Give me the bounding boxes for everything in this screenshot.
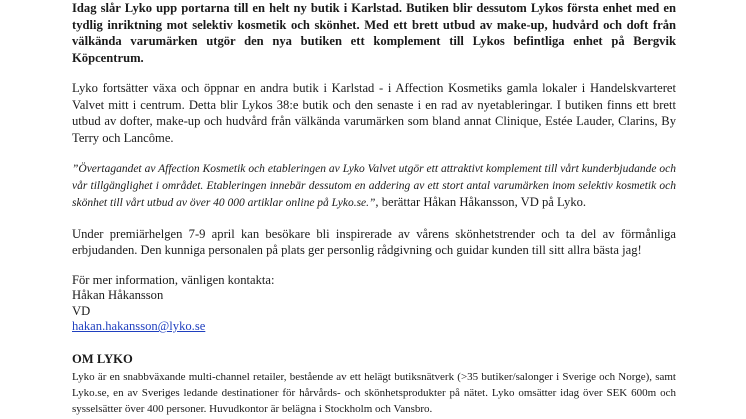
body-paragraph-premiere: Under premiärhelgen 7-9 april kan besökare bli inspirerade av vårens skönhetstrender och ta del av förmånliga erbjudanden. Den kunniga personalen på plats ger personlig rådgivning och guidar kunden till sitt allra bästa jag! <box>72 226 676 257</box>
lead-paragraph: Idag slår Lyko upp portarna till en helt ny butik i Karlstad. Butiken blir dessutom Lykos första enhet med en tydlig inriktning mot selektiv kosmetik och skönhet. Med ett brett utbud av make-up, hudvård och doft från välkända varumärken utgör den nya butiken ett komplement till Lykos befintliga enhet på Bergvik Köpcentrum. <box>72 1 676 65</box>
contact-email-link[interactable]: hakan.hakansson@lyko.se <box>72 319 206 334</box>
ceo-quote <box>72 161 676 212</box>
quote-text: ”Övertagandet av Affection Kosmetik och etableringen av Lyko Valvet utgör ett attraktivt komplement till vårt kunderbjudande och vår tillgänglighet i området. Etableringen innebär dessutom en addering av ett stort antal varumärken inom selektiv kosmetik och skönhet till vårt utbud av över 40 000 artiklar online på Lyko.se.” <box>72 163 676 209</box>
contact-role: VD <box>72 303 91 318</box>
body-paragraph-store: Lyko fortsätter växa och öppnar en andra butik i Karlstad - i Affection Kosmetiks gamla lokaler i Handelskvarteret Valvet mitt i centrum. Detta blir Lykos 38:e butik och den senaste i en rad av nyetableringar. I butiken finns ett brett utbud av dofter, make-up och hudvård från välkända varumärken som bland annat Clinique, Estée Lauder, Clarins, By Terry och Lancôme. <box>72 81 676 145</box>
press-release <box>72 0 676 417</box>
contact-name: Håkan Håkansson <box>72 288 164 303</box>
quote-attribution: , berättar Håkan Håkansson, VD på Lyko. <box>375 195 587 209</box>
about-body: Lyko är en snabbväxande multi-channel retailer, bestående av ett helägt butiksnätverk (>35 butiker/salonger i Sverige och Norge), samt Lyko.se, en av Sveriges ledande destinationer för hårvårds- och skönhetsprodukter på nätet. Lyko omsätter idag över SEK 600m och sysselsätter över 400 personer. Huvudkontor är belägna i Stockholm och Vansbro. <box>72 371 676 416</box>
contact-intro: För mer information, vänligen kontakta: <box>72 272 275 287</box>
about-heading: OM LYKO <box>72 351 133 366</box>
contact-block <box>72 273 676 335</box>
